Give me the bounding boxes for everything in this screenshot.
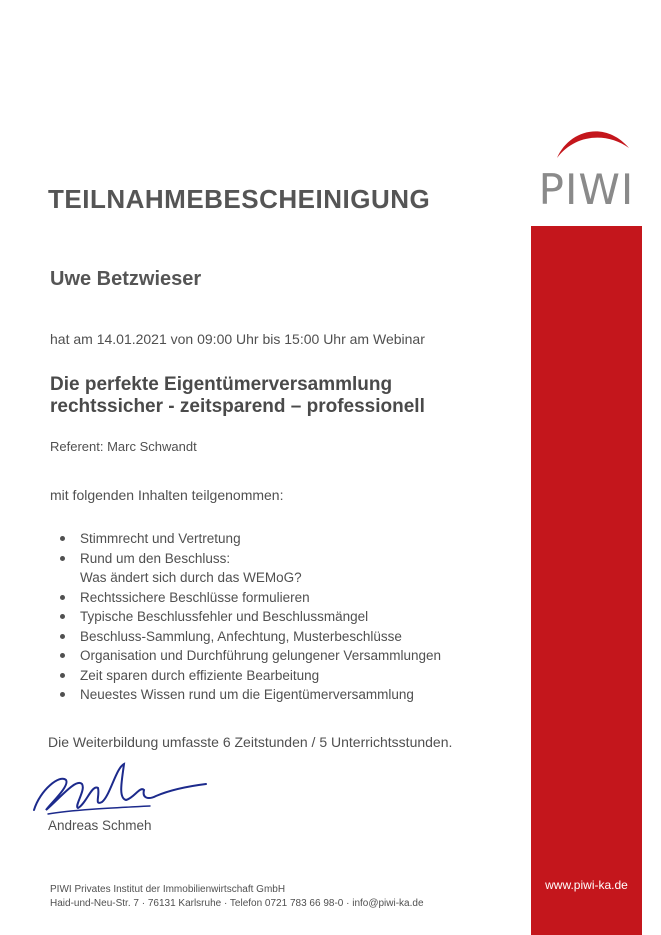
- list-item: Neuestes Wissen rund um die Eigentümerversammlung: [58, 685, 441, 705]
- logo: [531, 0, 642, 226]
- list-item: Stimmrecht und Vertretung: [58, 529, 441, 549]
- list-item: Organisation und Durchführung gelungener Versammlungen: [58, 646, 441, 666]
- course-title: [50, 374, 425, 418]
- certificate-title: TEILNAHMEBESCHEINIGUNG: [48, 184, 431, 214]
- course-title-line1: Die perfekte Eigentümerversammlung: [50, 374, 393, 395]
- speaker: Referent: Marc Schwandt: [50, 439, 197, 454]
- list-item: Beschluss-Sammlung, Anfechtung, Musterbeschlüsse: [58, 627, 441, 647]
- list-item: Rund um den Beschluss: Was ändert sich durch das WEMoG?: [58, 549, 441, 588]
- topics-list: [58, 529, 441, 705]
- signature: [30, 760, 210, 820]
- list-item: Rechtssichere Beschlüsse formulieren: [58, 588, 441, 608]
- website-link[interactable]: www.piwi-ka.de: [545, 878, 628, 892]
- participant-name: Uwe Betzwieser: [50, 268, 202, 290]
- footer-address: Haid-und-Neu-Str. 7 · 76131 Karlsruhe · Telefon 0721 783 66 98-0 · info@piwi-ka.de: [50, 898, 424, 909]
- logo-arc-icon: [555, 124, 631, 160]
- footer-company: PIWI Privates Institut der Immobilienwirtschaft GmbH: [50, 884, 286, 895]
- logo-text: PIWI: [538, 165, 635, 214]
- footer: [50, 883, 424, 911]
- attendance-statement: hat am 14.01.2021 von 09:00 Uhr bis 15:00 Uhr am Webinar: [50, 331, 425, 347]
- duration-statement: Die Weiterbildung umfasste 6 Zeitstunden / 5 Unterrichtsstunden.: [48, 734, 453, 750]
- brand-sidebar: [531, 0, 642, 935]
- topics-intro: mit folgenden Inhalten teilgenommen:: [50, 487, 284, 503]
- list-item: Zeit sparen durch effiziente Bearbeitung: [58, 666, 441, 686]
- signer-name: Andreas Schmeh: [48, 818, 152, 833]
- course-title-line2: rechtssicher - zeitsparend – professionell: [50, 396, 425, 417]
- list-item: Typische Beschlussfehler und Beschlussmängel: [58, 607, 441, 627]
